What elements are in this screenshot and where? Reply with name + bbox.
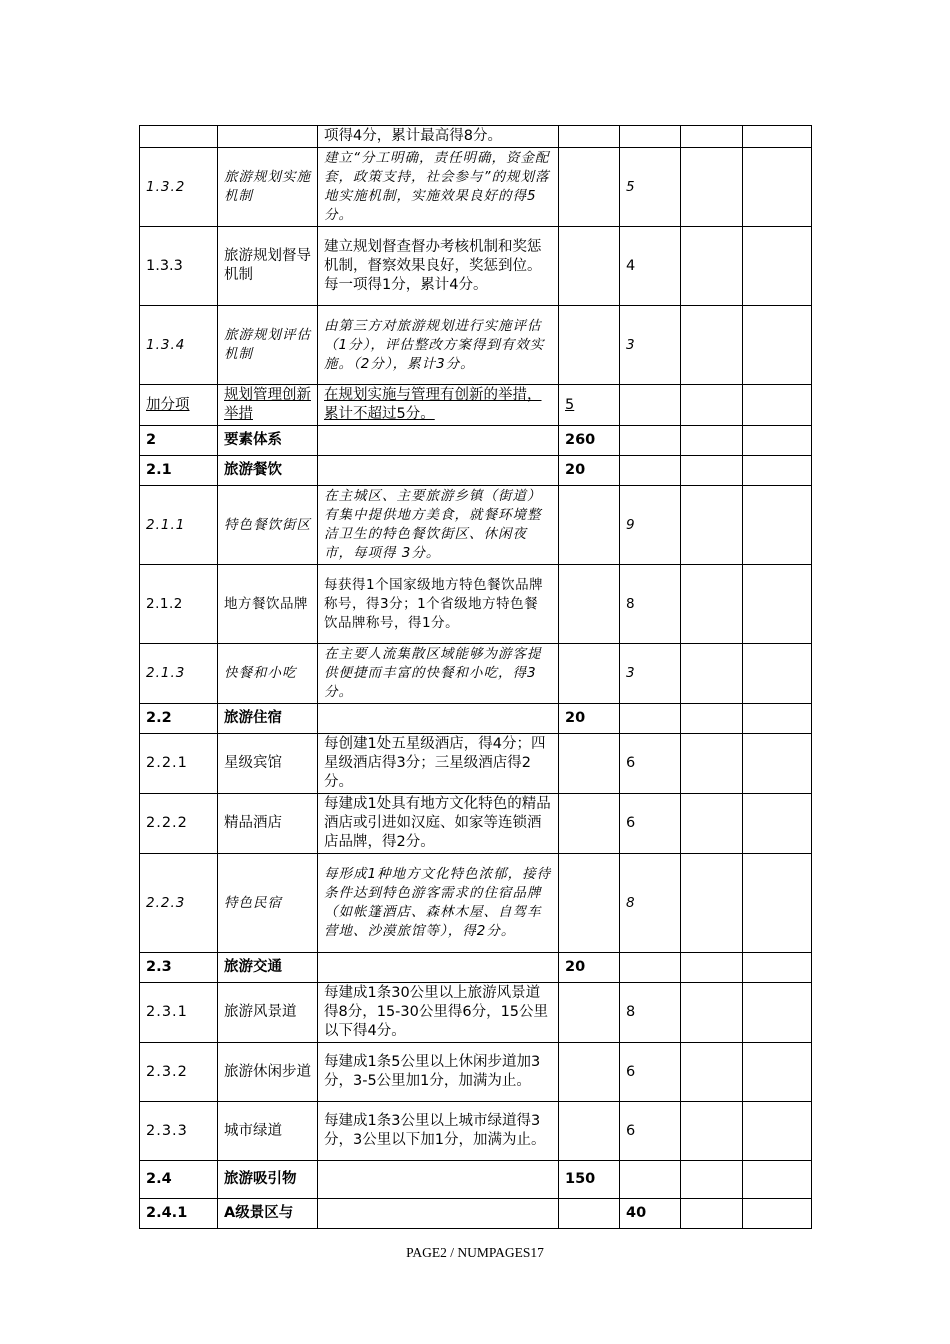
item-code: 2.1.3: [140, 644, 218, 704]
total-score: [559, 126, 620, 148]
table-row: [140, 306, 812, 385]
table-row: [140, 426, 812, 456]
item-score: 5: [620, 148, 681, 227]
evaluation-cell-1: [681, 1199, 743, 1229]
scoring-criteria: 建立规划督查督办考核机制和奖惩机制，督察效果良好，奖惩到位。每一项得1分，累计4分。: [318, 227, 559, 306]
item-name: 要素体系: [218, 426, 318, 456]
total-score: 5: [559, 385, 620, 426]
evaluation-cell-2: [743, 306, 812, 385]
evaluation-cell-1: [681, 306, 743, 385]
scoring-criteria: [318, 704, 559, 734]
scoring-criteria: 建立“分工明确，责任明确，资金配套，政策支持，社会参与”的规划落地实施机制，实施效果良好的得5分。: [318, 148, 559, 227]
item-score: 3: [620, 644, 681, 704]
item-name: 特色餐饮街区: [218, 486, 318, 565]
item-score: [620, 126, 681, 148]
total-score: [559, 1102, 620, 1161]
scoring-criteria: 每建成1处具有地方文化特色的精品酒店或引进如汉庭、如家等连锁酒店品牌，得2分。: [318, 794, 559, 854]
item-code: [140, 126, 218, 148]
evaluation-cell-1: [681, 426, 743, 456]
item-score: 4: [620, 227, 681, 306]
total-score: [559, 1043, 620, 1102]
evaluation-cell-1: [681, 983, 743, 1043]
item-name: 旅游规划督导机制: [218, 227, 318, 306]
scoring-criteria: 每获得1个国家级地方特色餐饮品牌称号，得3分；1个省级地方特色餐饮品牌称号，得1分。: [318, 565, 559, 644]
scoring-criteria: 每建成1条30公里以上旅游风景道得8分，15-30公里得6分，15公里以下得4分。: [318, 983, 559, 1043]
scoring-criteria: [318, 1161, 559, 1199]
scoring-criteria: [318, 1199, 559, 1229]
evaluation-cell-1: [681, 1102, 743, 1161]
item-score: 6: [620, 1043, 681, 1102]
item-name: 旅游交通: [218, 953, 318, 983]
item-code: 加分项: [140, 385, 218, 426]
evaluation-cell-2: [743, 456, 812, 486]
evaluation-cell-1: [681, 644, 743, 704]
table-row: [140, 1199, 812, 1229]
item-name: 星级宾馆: [218, 734, 318, 794]
item-score: 6: [620, 794, 681, 854]
scoring-criteria: 在规划实施与管理有创新的举措，累计不超过5分。: [318, 385, 559, 426]
evaluation-cell-1: [681, 794, 743, 854]
evaluation-cell-2: [743, 126, 812, 148]
item-score: [620, 953, 681, 983]
table-row: [140, 385, 812, 426]
evaluation-cell-2: [743, 1102, 812, 1161]
scoring-criteria: [318, 426, 559, 456]
item-code: 1.3.3: [140, 227, 218, 306]
item-score: [620, 704, 681, 734]
item-name: 旅游休闲步道: [218, 1043, 318, 1102]
table-row: [140, 983, 812, 1043]
item-name: 精品酒店: [218, 794, 318, 854]
evaluation-cell-2: [743, 854, 812, 953]
item-score: [620, 385, 681, 426]
evaluation-cell-1: [681, 734, 743, 794]
item-code: 2.1.2: [140, 565, 218, 644]
item-code: 2.3.1: [140, 983, 218, 1043]
item-code: 1.3.2: [140, 148, 218, 227]
scoring-criteria: 在主城区、主要旅游乡镇（街道）有集中提供地方美食，就餐环境整洁卫生的特色餐饮街区、休闲夜市，每项得 3分。: [318, 486, 559, 565]
item-name: 规划管理创新举措: [218, 385, 318, 426]
total-score: [559, 644, 620, 704]
item-name: 旅游住宿: [218, 704, 318, 734]
item-score: 8: [620, 983, 681, 1043]
evaluation-cell-2: [743, 148, 812, 227]
page-footer: PAGE2 / NUMPAGES17: [406, 1245, 544, 1260]
table-row: [140, 854, 812, 953]
evaluation-cell-2: [743, 734, 812, 794]
scoring-table: [139, 125, 812, 1229]
table-row: [140, 794, 812, 854]
scoring-criteria: 在主要人流集散区域能够为游客提供便捷而丰富的快餐和小吃，得3分。: [318, 644, 559, 704]
item-name: 特色民宿: [218, 854, 318, 953]
item-score: 8: [620, 565, 681, 644]
evaluation-cell-1: [681, 227, 743, 306]
total-score: [559, 734, 620, 794]
table-row: [140, 644, 812, 704]
evaluation-cell-1: [681, 565, 743, 644]
item-score: [620, 426, 681, 456]
table-row: [140, 227, 812, 306]
scoring-criteria: 每建成1条5公里以上休闲步道加3分，3-5公里加1分，加满为止。: [318, 1043, 559, 1102]
item-score: 3: [620, 306, 681, 385]
item-name: 旅游吸引物: [218, 1161, 318, 1199]
scoring-criteria: [318, 456, 559, 486]
total-score: [559, 854, 620, 953]
item-score: 8: [620, 854, 681, 953]
evaluation-cell-2: [743, 1043, 812, 1102]
total-score: [559, 227, 620, 306]
table-row: [140, 126, 812, 148]
item-code: 2.1.1: [140, 486, 218, 565]
total-score: 150: [559, 1161, 620, 1199]
item-code: 2.1: [140, 456, 218, 486]
scoring-criteria: 项得4分，累计最高得8分。: [318, 126, 559, 148]
evaluation-cell-1: [681, 126, 743, 148]
evaluation-cell-1: [681, 953, 743, 983]
evaluation-cell-1: [681, 456, 743, 486]
table-row: [140, 565, 812, 644]
evaluation-cell-2: [743, 953, 812, 983]
evaluation-cell-2: [743, 1161, 812, 1199]
total-score: [559, 486, 620, 565]
item-code: 2.3.2: [140, 1043, 218, 1102]
item-code: 2.2.3: [140, 854, 218, 953]
item-name: 旅游规划评估机制: [218, 306, 318, 385]
evaluation-cell-2: [743, 385, 812, 426]
item-code: 2.2.2: [140, 794, 218, 854]
total-score: [559, 794, 620, 854]
item-name: A级景区与: [218, 1199, 318, 1229]
item-code: 2.2.1: [140, 734, 218, 794]
item-code: 2.4.1: [140, 1199, 218, 1229]
table-row: [140, 953, 812, 983]
table-row: [140, 1161, 812, 1199]
total-score: 20: [559, 704, 620, 734]
total-score: [559, 306, 620, 385]
evaluation-cell-2: [743, 1199, 812, 1229]
table-row: [140, 486, 812, 565]
item-name: 旅游规划实施机制: [218, 148, 318, 227]
scoring-criteria: 每创建1处五星级酒店，得4分；四星级酒店得3分；三星级酒店得2分。: [318, 734, 559, 794]
evaluation-cell-1: [681, 854, 743, 953]
item-name: [218, 126, 318, 148]
scoring-criteria: [318, 953, 559, 983]
table-row: [140, 1043, 812, 1102]
item-score: [620, 1161, 681, 1199]
evaluation-cell-2: [743, 565, 812, 644]
evaluation-cell-1: [681, 704, 743, 734]
item-code: 2.3: [140, 953, 218, 983]
table-row: [140, 704, 812, 734]
item-name: 城市绿道: [218, 1102, 318, 1161]
item-score: 40: [620, 1199, 681, 1229]
total-score: [559, 1199, 620, 1229]
table-row: [140, 148, 812, 227]
evaluation-cell-1: [681, 486, 743, 565]
total-score: 260: [559, 426, 620, 456]
evaluation-cell-1: [681, 148, 743, 227]
item-code: 2.2: [140, 704, 218, 734]
item-code: 2: [140, 426, 218, 456]
evaluation-cell-1: [681, 1043, 743, 1102]
scoring-criteria: 每形成1种地方文化特色浓郁，接待条件达到特色游客需求的住宿品牌（如帐篷酒店、森林木屋、自驾车营地、沙漠旅馆等），得2分。: [318, 854, 559, 953]
evaluation-cell-2: [743, 644, 812, 704]
item-score: 6: [620, 1102, 681, 1161]
evaluation-cell-2: [743, 426, 812, 456]
item-name: 地方餐饮品牌: [218, 565, 318, 644]
item-score: [620, 456, 681, 486]
item-code: 2.3.3: [140, 1102, 218, 1161]
item-score: 9: [620, 486, 681, 565]
table-row: [140, 1102, 812, 1161]
evaluation-cell-2: [743, 983, 812, 1043]
scoring-criteria: 由第三方对旅游规划进行实施评估（1分），评估整改方案得到有效实施。（2分），累计3分。: [318, 306, 559, 385]
evaluation-cell-2: [743, 486, 812, 565]
total-score: 20: [559, 456, 620, 486]
item-score: 6: [620, 734, 681, 794]
item-code: 1.3.4: [140, 306, 218, 385]
evaluation-cell-1: [681, 385, 743, 426]
table-row: [140, 456, 812, 486]
evaluation-cell-2: [743, 704, 812, 734]
evaluation-cell-2: [743, 227, 812, 306]
total-score: [559, 565, 620, 644]
scoring-criteria: 每建成1条3公里以上城市绿道得3分，3公里以下加1分，加满为止。: [318, 1102, 559, 1161]
item-code: 2.4: [140, 1161, 218, 1199]
table-row: [140, 734, 812, 794]
total-score: 20: [559, 953, 620, 983]
evaluation-cell-2: [743, 794, 812, 854]
total-score: [559, 148, 620, 227]
table-body: [140, 126, 812, 1229]
item-name: 旅游餐饮: [218, 456, 318, 486]
total-score: [559, 983, 620, 1043]
item-name: 旅游风景道: [218, 983, 318, 1043]
evaluation-cell-1: [681, 1161, 743, 1199]
item-name: 快餐和小吃: [218, 644, 318, 704]
